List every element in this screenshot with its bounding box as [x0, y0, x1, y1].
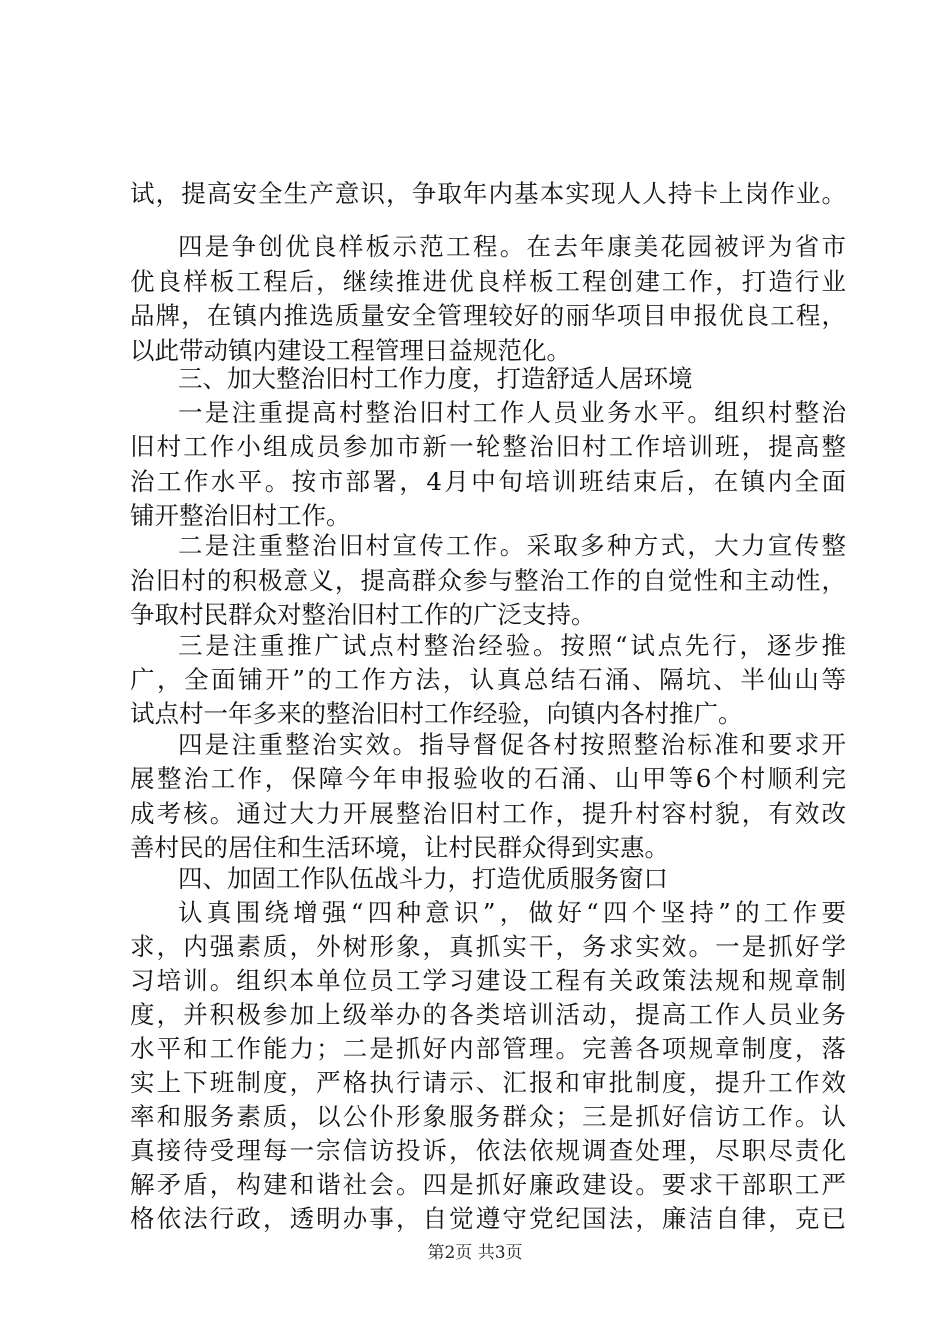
text-line-5: 以此带动镇内建设工程管理日益规范化。	[130, 336, 571, 365]
text-line-29: 真接待受理每一宗信访投诉，依法依规调查处理，尽职尽责化	[130, 1136, 846, 1165]
text-line-19: 成考核。通过大力开展整治旧村工作，提升村容村貌，有效改	[130, 799, 846, 828]
text-line-7: 一是注重提高村整治旧村工作人员业务水平。组织村整治	[178, 398, 846, 427]
text-line-1: 试，提高安全生产意识，争取年内基本实现人人持卡上岗作业。	[130, 179, 846, 208]
text-line-14: 三是注重推广试点村整治经验。按照“试点先行，逐步推	[178, 631, 846, 660]
text-line-24: 习培训。组织本单位员工学习建设工程有关政策法规和规章制	[130, 966, 846, 995]
text-line-28: 率和服务素质，以公仆形象服务群众；三是抓好信访工作。认	[130, 1102, 846, 1131]
text-line-25: 度，并积极参加上级举办的各类培训活动，提高工作人员业务	[130, 1000, 846, 1029]
text-line-31: 格依法行政，透明办事，自觉遵守党纪国法，廉洁自律，克已	[130, 1204, 846, 1233]
text-line-10: 铺开整治旧村工作。	[130, 501, 351, 530]
text-line-4: 品牌，在镇内推选质量安全管理较好的丽华项目申报优良工程，	[130, 301, 846, 330]
text-line-26: 水平和工作能力；二是抓好内部管理。完善各项规章制度，落	[130, 1034, 846, 1063]
text-line-18: 展整治工作，保障今年申报验收的石涌、山甲等6个村顺利完	[130, 764, 846, 793]
page-number-footer: 第2页 共3页	[427, 1243, 523, 1263]
text-line-17: 四是注重整治实效。指导督促各村按照整治标准和要求开	[178, 730, 846, 759]
text-line-30: 解矛盾，构建和谐社会。四是抓好廉政建设。要求干部职工严	[130, 1170, 846, 1199]
text-line-27: 实上下班制度，严格执行请示、汇报和审批制度，提升工作效	[130, 1068, 846, 1097]
text-line-23: 求，内强素质，外树形象，真抓实干，务求实效。一是抓好学	[130, 932, 846, 961]
text-line-13: 争取村民群众对整治旧村工作的广泛支持。	[130, 600, 596, 629]
text-line-12: 治旧村的积极意义，提高群众参与整治工作的自觉性和主动性，	[130, 566, 846, 595]
text-line-2: 四是争创优良样板示范工程。在去年康美花园被评为省市	[178, 232, 846, 261]
section-heading-3: 三、加大整治旧村工作力度，打造舒适人居环境	[178, 364, 693, 393]
text-line-15: 广，全面铺开”的工作方法，认真总结石涌、隔坑、半仙山等	[130, 665, 846, 694]
text-line-8: 旧村工作小组成员参加市新一轮整治旧村工作培训班，提高整	[130, 432, 846, 461]
section-heading-4: 四、加固工作队伍战斗力，打造优质服务窗口	[178, 864, 668, 893]
text-line-22: 认真围绕增强“四种意识”，做好“四个坚持”的工作要	[178, 898, 846, 927]
text-line-16: 试点村一年多来的整治旧村工作经验，向镇内各村推广。	[130, 699, 743, 728]
text-line-20: 善村民的居住和生活环境，让村民群众得到实惠。	[130, 833, 669, 862]
text-line-9: 治工作水平。按市部署，4月中旬培训班结束后，在镇内全面	[130, 467, 846, 496]
text-line-11: 二是注重整治旧村宣传工作。采取多种方式，大力宣传整	[178, 531, 846, 560]
text-line-3: 优良样板工程后，继续推进优良样板工程创建工作，打造行业	[130, 267, 846, 296]
